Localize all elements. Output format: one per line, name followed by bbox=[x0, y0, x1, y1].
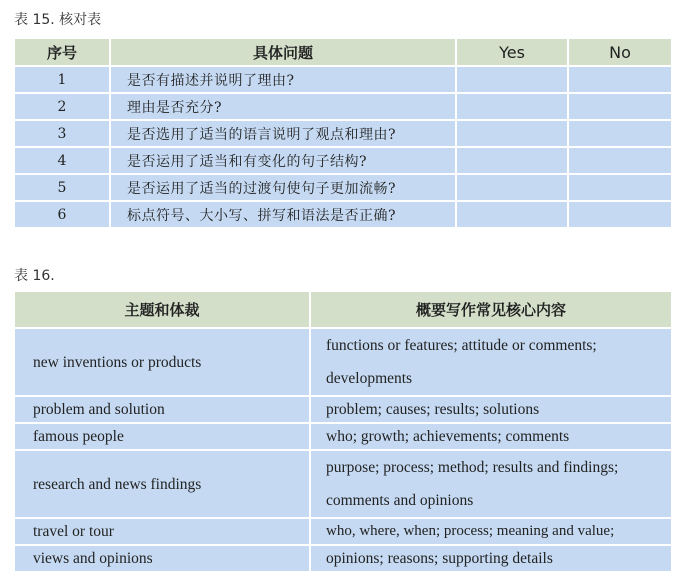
yes-cell[interactable] bbox=[456, 174, 568, 201]
table15-caption: 表 15. 核对表 bbox=[14, 12, 102, 28]
row-question: 是否运用了适当和有变化的句子结构? bbox=[110, 147, 456, 174]
table16-caption: 表 16. bbox=[14, 268, 55, 284]
no-cell[interactable] bbox=[568, 201, 672, 228]
row-topic: famous people bbox=[14, 423, 310, 450]
yes-cell[interactable] bbox=[456, 147, 568, 174]
row-content: who; growth; achievements; comments bbox=[310, 423, 672, 450]
row-topic: new inventions or products bbox=[14, 328, 310, 396]
row-number: 3 bbox=[14, 120, 110, 147]
table-row bbox=[14, 396, 672, 423]
checklist-table bbox=[13, 37, 673, 229]
row-topic: travel or tour bbox=[14, 518, 310, 545]
table-row bbox=[14, 518, 672, 545]
row-topic: research and news findings bbox=[14, 450, 310, 518]
row-question: 是否运用了适当的过渡句使句子更加流畅? bbox=[110, 174, 456, 201]
row-number: 5 bbox=[14, 174, 110, 201]
row-content: purpose; process; method; results and findings; comments and opinions bbox=[310, 450, 672, 518]
row-number: 6 bbox=[14, 201, 110, 228]
header-number: 序号 bbox=[14, 38, 110, 66]
table-row bbox=[14, 93, 672, 120]
table-row bbox=[14, 545, 672, 572]
yes-cell[interactable] bbox=[456, 66, 568, 93]
summary-content-table bbox=[13, 290, 673, 573]
table-row bbox=[14, 174, 672, 201]
table-header-row bbox=[14, 38, 672, 66]
yes-cell[interactable] bbox=[456, 120, 568, 147]
no-cell[interactable] bbox=[568, 66, 672, 93]
row-question: 理由是否充分? bbox=[110, 93, 456, 120]
row-question: 是否有描述并说明了理由? bbox=[110, 66, 456, 93]
no-cell[interactable] bbox=[568, 120, 672, 147]
yes-cell[interactable] bbox=[456, 93, 568, 120]
row-question: 标点符号、大小写、拼写和语法是否正确? bbox=[110, 201, 456, 228]
header-question: 具体问题 bbox=[110, 38, 456, 66]
row-number: 1 bbox=[14, 66, 110, 93]
table-row bbox=[14, 450, 672, 518]
header-content: 概要写作常见核心内容 bbox=[310, 291, 672, 328]
table-row bbox=[14, 147, 672, 174]
header-no: No bbox=[568, 38, 672, 66]
table-row bbox=[14, 66, 672, 93]
row-topic: views and opinions bbox=[14, 545, 310, 572]
no-cell[interactable] bbox=[568, 174, 672, 201]
row-topic: problem and solution bbox=[14, 396, 310, 423]
table-header-row bbox=[14, 291, 672, 328]
table-row bbox=[14, 423, 672, 450]
no-cell[interactable] bbox=[568, 93, 672, 120]
row-content: problem; causes; results; solutions bbox=[310, 396, 672, 423]
header-topic: 主题和体裁 bbox=[14, 291, 310, 328]
row-question: 是否选用了适当的语言说明了观点和理由? bbox=[110, 120, 456, 147]
row-content: who, where, when; process; meaning and value; bbox=[310, 518, 672, 545]
row-content: functions or features; attitude or comments; developments bbox=[310, 328, 672, 396]
row-content: opinions; reasons; supporting details bbox=[310, 545, 672, 572]
table-row bbox=[14, 201, 672, 228]
table-row bbox=[14, 120, 672, 147]
header-yes: Yes bbox=[456, 38, 568, 66]
yes-cell[interactable] bbox=[456, 201, 568, 228]
table-row bbox=[14, 328, 672, 396]
row-number: 4 bbox=[14, 147, 110, 174]
row-number: 2 bbox=[14, 93, 110, 120]
no-cell[interactable] bbox=[568, 147, 672, 174]
